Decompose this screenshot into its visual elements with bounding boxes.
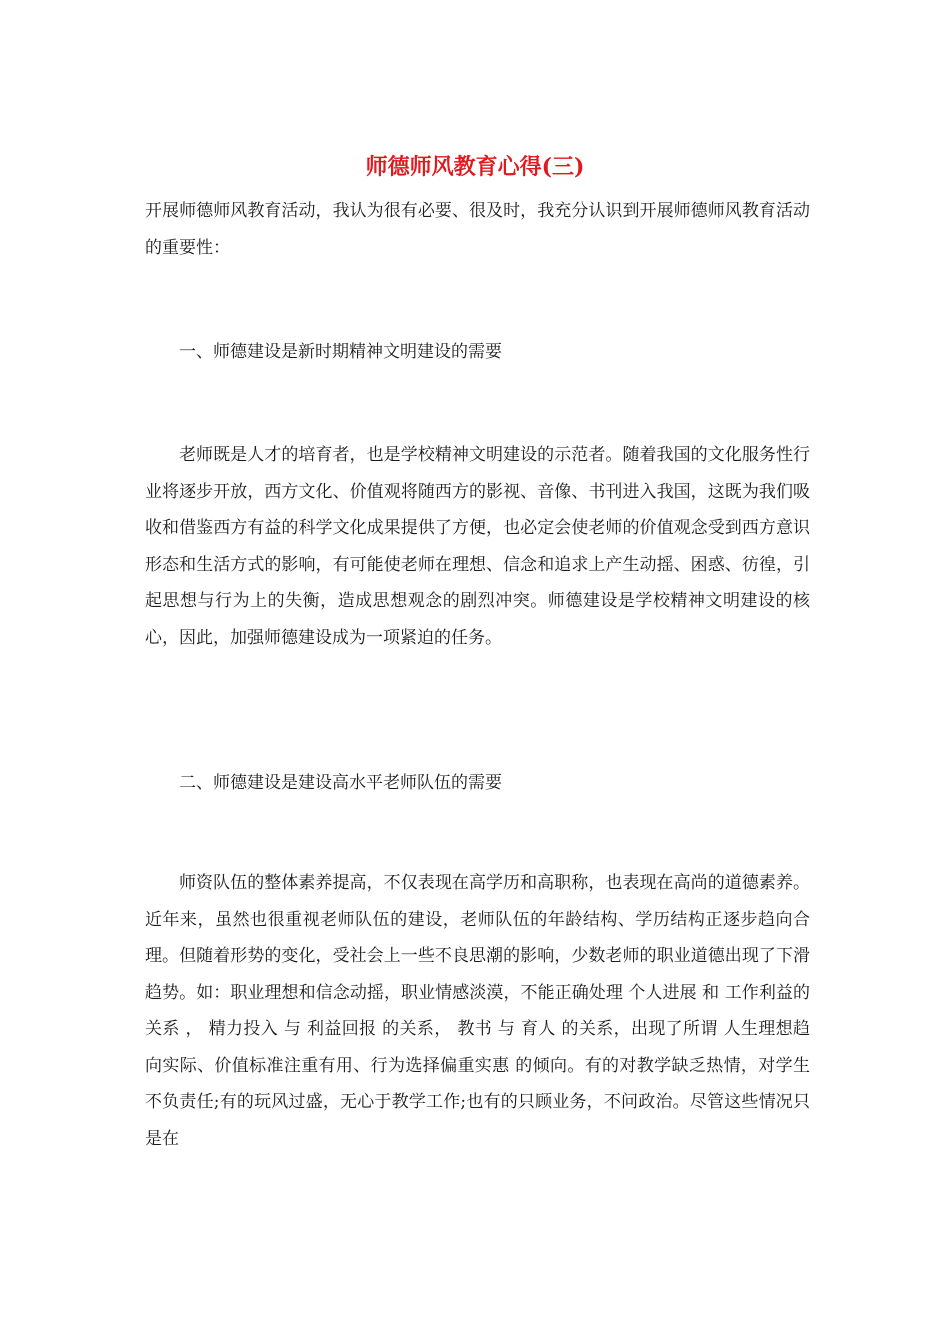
document-title: 师德师风教育心得(三) (365, 154, 585, 180)
section-one-paragraph: 老师既是人才的培育者，也是学校精神文明建设的示范者。随着我国的文化服务性行业将逐步开放，西方文化、价值观将随西方的影视、音像、书刊进入我国，这既为我们吸收和借鉴西方有益的科学文化成果提供了方便，也必定会使老师的价值观念受到西方意识形态和生活方式的影响，有可能使老师在理想、信念和追求上产生动摇、困惑、彷徨，引起思想与行为上的失衡，造成思想观念的剧烈冲突。师德建设是学校精神文明建设的核心，因此，加强师德建设成为一项紧迫的任务。 (145, 445, 810, 648)
section-one-heading: 一、师德建设是新时期精神文明建设的需要 (179, 342, 502, 362)
intro-paragraph: 开展师德师风教育活动，我认为很有必要、很及时，我充分认识到开展师德师风教育活动的重要性： (145, 201, 810, 258)
section-two-paragraph: 师资队伍的整体素养提高，不仅表现在高学历和高职称，也表现在高尚的道德素养。近年来，虽然也很重视老师队伍的建设，老师队伍的年龄结构、学历结构正逐步趋向合理。但随着形势的变化，受社会上一些不良思潮的影响，少数老师的职业道德出现了下滑趋势。如：职业理想和信念动摇，职业情感淡漠，不能正确处理 个人进展 和 工作利益的关系 ， 精力投入 与 利益回报 的关系， 教书 与 育人 的关系，出现了所谓 人生理想趋向实际、价值标准注重有用、行为选择偏重实惠 的倾向。有的对教学缺乏热情，对学生不负责任;有的玩风过盛，无心于教学工作;也有的只顾业务，不问政治。尽管这些情况只是在 (145, 873, 810, 1149)
section-two-heading: 二、师德建设是建设高水平老师队伍的需要 (179, 773, 502, 793)
